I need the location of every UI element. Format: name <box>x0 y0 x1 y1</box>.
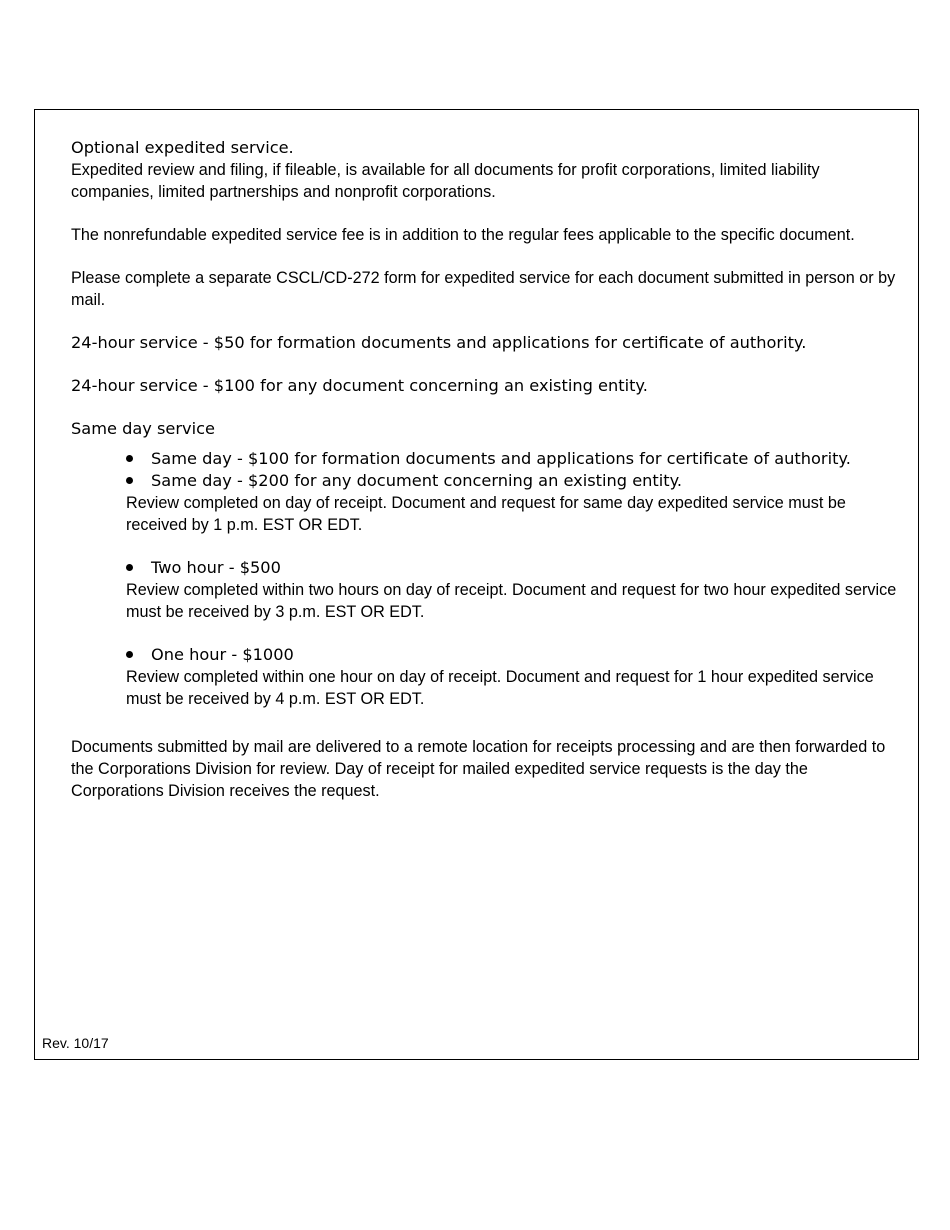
section-heading: Optional expedited service. <box>71 138 294 157</box>
same-day-list <box>126 440 901 710</box>
list-item <box>126 470 901 492</box>
one-hour-item: One hour - $1000 <box>151 645 294 664</box>
same-day-item-formation: Same day - $100 for formation documents and applications for certificate of authority. <box>151 449 851 468</box>
service-24-formation: 24-hour service - $50 for formation documents and applications for certificate of authority. <box>71 333 807 352</box>
same-day-heading: Same day service <box>71 419 215 438</box>
bullet-icon <box>126 564 133 571</box>
two-hour-note: Review completed within two hours on day of receipt. Document and request for two hour expedited service must be received by 3 p.m. EST OR EDT. <box>126 581 897 621</box>
document-frame <box>34 109 919 1060</box>
list-item <box>126 557 901 579</box>
bullet-icon <box>126 455 133 462</box>
fee-note-paragraph: The nonrefundable expedited service fee is in addition to the regular fees applicable to the specific document. <box>71 226 855 244</box>
two-hour-item: Two hour - $500 <box>151 558 281 577</box>
service-24-existing: 24-hour service - $100 for any document concerning an existing entity. <box>71 376 648 395</box>
list-item <box>126 448 901 470</box>
intro-paragraph: Expedited review and filing, if fileable, is available for all documents for profit corporations, limited liability companies, limited partnerships and nonprofit corporations. <box>71 161 820 201</box>
mail-note-paragraph: Documents submitted by mail are delivered to a remote location for receipts processing and are then forwarded to the Corporations Division for review. Day of receipt for mailed expedited service requests is the day the Corporations Division receives the request. <box>71 738 886 800</box>
bullet-icon <box>126 477 133 484</box>
list-item <box>126 644 901 666</box>
revision-label: Rev. 10/17 <box>42 1035 109 1051</box>
document-content <box>71 137 901 802</box>
bullet-icon <box>126 651 133 658</box>
one-hour-note: Review completed within one hour on day of receipt. Document and request for 1 hour expedited service must be received by 4 p.m. EST OR EDT. <box>126 668 874 708</box>
same-day-note: Review completed on day of receipt. Document and request for same day expedited service must be received by 1 p.m. EST OR EDT. <box>126 494 846 534</box>
same-day-item-existing: Same day - $200 for any document concerning an existing entity. <box>151 471 683 490</box>
form-note-paragraph: Please complete a separate CSCL/CD-272 form for expedited service for each document submitted in person or by mail. <box>71 269 896 309</box>
